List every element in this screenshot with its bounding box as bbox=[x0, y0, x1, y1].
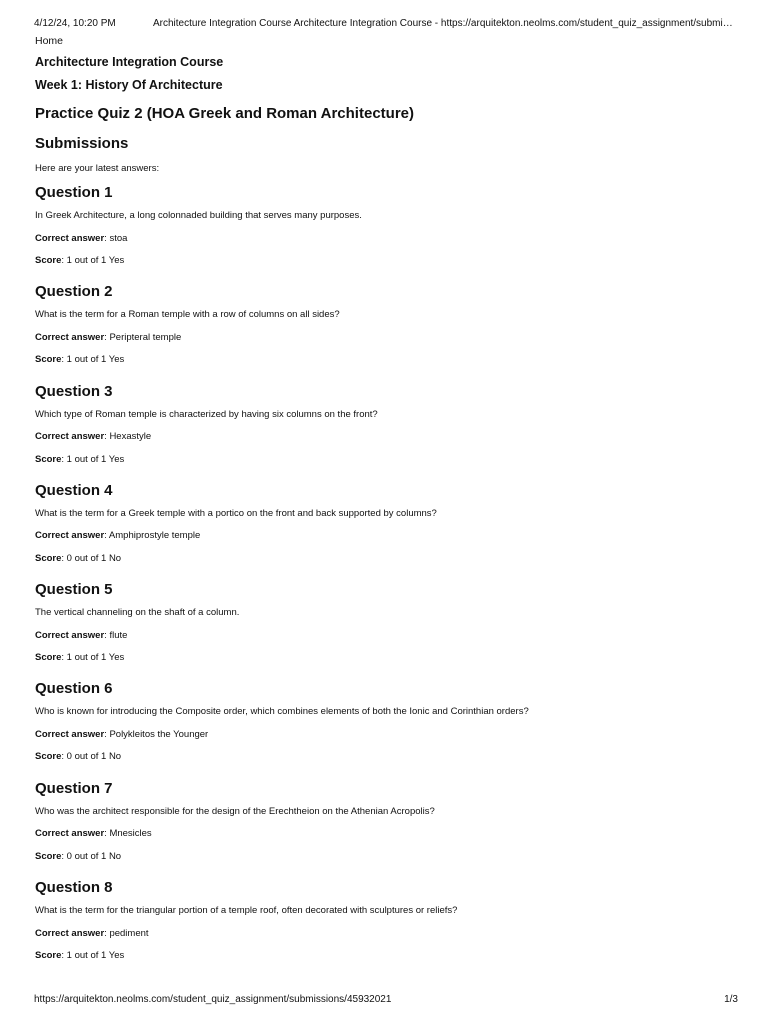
question-block bbox=[35, 383, 738, 482]
score-value: : 0 out of 1 No bbox=[61, 751, 122, 763]
correct-answer-value: : pediment bbox=[104, 927, 149, 939]
correct-answer-value: : stoa bbox=[104, 232, 128, 244]
score-label: Score bbox=[35, 354, 62, 366]
correct-answer-value: : Polykleitos the Younger bbox=[104, 728, 209, 740]
score bbox=[35, 950, 738, 962]
score bbox=[35, 652, 738, 664]
question-heading: Question 3 bbox=[35, 382, 113, 400]
question-text: Who is known for introducing the Composite order, which combines elements of both the Ionic and Corinthian orders? bbox=[35, 706, 529, 718]
course-title: Architecture Integration Course bbox=[35, 55, 224, 69]
correct-answer bbox=[35, 828, 738, 840]
score-value: : 1 out of 1 Yes bbox=[61, 255, 125, 266]
correct-answer bbox=[35, 233, 738, 245]
question-block bbox=[35, 482, 738, 581]
quiz-title: Practice Quiz 2 (HOA Greek and Roman Architecture) bbox=[35, 105, 414, 122]
question-text: What is the term for a Roman temple with a row of columns on all sides? bbox=[35, 309, 340, 321]
submissions-heading: Submissions bbox=[35, 135, 129, 152]
correct-answer-value: : Peripteral temple bbox=[104, 331, 182, 343]
correct-answer-label: Correct answer bbox=[35, 728, 105, 740]
score-value: : 0 out of 1 No bbox=[61, 552, 122, 564]
correct-answer-value: : Hexastyle bbox=[104, 431, 152, 443]
correct-answer-label: Correct answer bbox=[35, 927, 105, 939]
question-heading: Question 5 bbox=[35, 581, 113, 599]
print-footer bbox=[34, 994, 738, 1008]
print-header bbox=[34, 18, 738, 32]
score-label: Score bbox=[35, 552, 62, 564]
score-label: Score bbox=[35, 950, 62, 962]
correct-answer bbox=[35, 431, 738, 443]
print-url: https://arquitekton.neolms.com/student_quiz_assignment/submissions/45932021 bbox=[34, 994, 392, 1005]
score-label: Score bbox=[35, 652, 62, 664]
question-text: What is the term for a Greek temple with a portico on the front and back supported by columns? bbox=[35, 507, 437, 519]
score-value: : 1 out of 1 Yes bbox=[61, 950, 125, 962]
score-label: Score bbox=[35, 453, 62, 465]
correct-answer-value: : Amphiprostyle temple bbox=[104, 530, 201, 542]
question-text: What is the term for the triangular portion of a temple roof, often decorated with sculptures or reliefs? bbox=[35, 905, 458, 917]
question-block bbox=[35, 780, 738, 879]
correct-answer-label: Correct answer bbox=[35, 431, 105, 443]
question-heading: Question 1 bbox=[35, 184, 113, 201]
score-label: Score bbox=[35, 751, 62, 763]
home-link[interactable]: Home bbox=[35, 35, 64, 47]
correct-answer bbox=[35, 729, 738, 741]
correct-answer-label: Correct answer bbox=[35, 629, 105, 641]
question-heading: Question 7 bbox=[35, 779, 113, 797]
correct-answer bbox=[35, 332, 738, 344]
correct-answer-value: : Mnesicles bbox=[104, 828, 152, 840]
question-block bbox=[35, 184, 738, 283]
question-block bbox=[35, 283, 738, 382]
question-text: The vertical channeling on the shaft of a column. bbox=[35, 607, 240, 619]
question-block bbox=[35, 680, 738, 779]
intro-text: Here are your latest answers: bbox=[35, 163, 160, 174]
correct-answer bbox=[35, 928, 738, 940]
print-page-title: Architecture Integration Course Architecture Integration Course - https://arquitekton.neolms.com/student_quiz_assignment/submi… bbox=[153, 18, 733, 29]
score bbox=[35, 851, 738, 863]
score bbox=[35, 553, 738, 565]
score-value: : 1 out of 1 Yes bbox=[61, 652, 125, 664]
week-title: Week 1: History Of Architecture bbox=[35, 78, 223, 92]
questions-list bbox=[35, 184, 738, 978]
score-value: : 1 out of 1 Yes bbox=[61, 354, 125, 366]
print-datetime: 4/12/24, 10:20 PM bbox=[34, 18, 116, 29]
correct-answer bbox=[35, 630, 738, 642]
question-text: Who was the architect responsible for the design of the Erechtheion on the Athenian Acropolis? bbox=[35, 805, 435, 817]
score bbox=[35, 751, 738, 763]
score-value: : 0 out of 1 No bbox=[61, 850, 122, 862]
question-text: Which type of Roman temple is characterized by having six columns on the front? bbox=[35, 408, 378, 420]
question-text: In Greek Architecture, a long colonnaded building that serves many purposes. bbox=[35, 210, 362, 221]
correct-answer-label: Correct answer bbox=[35, 828, 105, 840]
correct-answer-label: Correct answer bbox=[35, 232, 105, 244]
question-heading: Question 6 bbox=[35, 680, 113, 698]
question-heading: Question 2 bbox=[35, 283, 113, 301]
score-label: Score bbox=[35, 850, 62, 862]
correct-answer-label: Correct answer bbox=[35, 530, 105, 542]
correct-answer bbox=[35, 530, 738, 542]
score-value: : 1 out of 1 Yes bbox=[61, 453, 125, 465]
page-number: 1/3 bbox=[724, 994, 738, 1005]
score bbox=[35, 454, 738, 466]
score bbox=[35, 255, 738, 267]
question-heading: Question 4 bbox=[35, 481, 113, 499]
question-block bbox=[35, 581, 738, 680]
correct-answer-value: : flute bbox=[104, 629, 128, 641]
score bbox=[35, 354, 738, 366]
question-block bbox=[35, 879, 738, 978]
page-content bbox=[35, 35, 738, 978]
score-label: Score bbox=[35, 255, 62, 266]
question-heading: Question 8 bbox=[35, 879, 113, 897]
correct-answer-label: Correct answer bbox=[35, 331, 105, 343]
